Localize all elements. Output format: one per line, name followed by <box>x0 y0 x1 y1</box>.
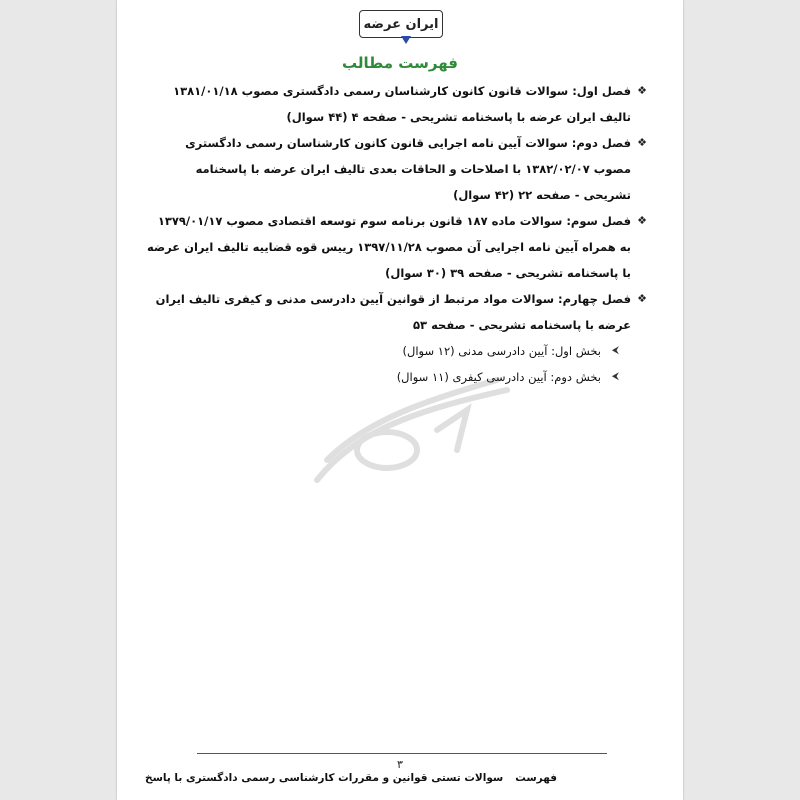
table-of-contents <box>147 78 647 390</box>
arrow-bullet-icon: ⮜ <box>611 345 619 356</box>
page-number: ۳ <box>397 758 403 771</box>
page-title: فهرست مطالب <box>342 54 458 72</box>
toc-item-text: فصل اول: سوالات قانون کانون کارشناسان رسمی دادگستری مصوب ۱۳۸۱/۰۱/۱۸ تالیف ایران عرضه با پاسخنامه تشریحی - صفحه ۴ (۴۴ سوال) <box>173 84 631 124</box>
toc-item-2 <box>147 130 647 208</box>
toc-item-text: فصل سوم: سوالات ماده ۱۸۷ قانون برنامه سوم توسعه اقتصادی مصوب ۱۳۷۹/۰۱/۱۷ به همراه آیین نامه اجرایی آن مصوب ۱۳۹۷/۱۱/۲۸ رییس قوه قضاییه تالیف ایران عرضه با پاسخنامه تشریحی - صفحه ۳۹ (۳۰ سوال) <box>147 214 631 280</box>
toc-item-4 <box>147 286 647 338</box>
toc-item-3 <box>147 208 647 286</box>
diamond-bullet-icon: ❖ <box>637 136 647 149</box>
footer-book-title: سوالات تستی قوانین و مقررات کارشناسی رسمی دادگستری با پاسخ <box>145 772 504 784</box>
brand-logo <box>359 10 443 38</box>
location-pin-icon <box>401 36 411 44</box>
diamond-bullet-icon: ❖ <box>637 292 647 305</box>
toc-item-text: فصل چهارم: سوالات مواد مرتبط از قوانین آیین دادرسی مدنی و کیفری تالیف ایران عرضه با پاسخنامه تشریحی - صفحه ۵۳ <box>155 292 631 332</box>
toc-subitem-text: بخش اول: آیین دادرسی مدنی (۱۲ سوال) <box>402 344 601 358</box>
diamond-bullet-icon: ❖ <box>637 84 647 97</box>
toc-item-text: فصل دوم: سوالات آیین نامه اجرایی قانون کانون کارشناسان رسمی دادگستری مصوب ۱۳۸۲/۰۲/۰۷ با اصلاحات و الحاقات بعدی تالیف ایران عرضه با پاسخنامه تشریحی - صفحه ۲۲ (۴۲ سوال) <box>185 136 631 202</box>
footer-section-label: فهرست <box>515 772 557 784</box>
toc-subitem-text: بخش دوم: آیین دادرسی کیفری (۱۱ سوال) <box>396 370 601 384</box>
toc-item-1 <box>147 78 647 130</box>
arrow-bullet-icon: ⮜ <box>611 371 619 382</box>
logo-text: ایران عرضه <box>363 16 439 32</box>
footer-divider <box>197 753 607 754</box>
diamond-bullet-icon: ❖ <box>637 214 647 227</box>
toc-subitem-2 <box>147 364 647 390</box>
toc-subitem-1 <box>147 338 647 364</box>
document-page <box>117 0 683 800</box>
